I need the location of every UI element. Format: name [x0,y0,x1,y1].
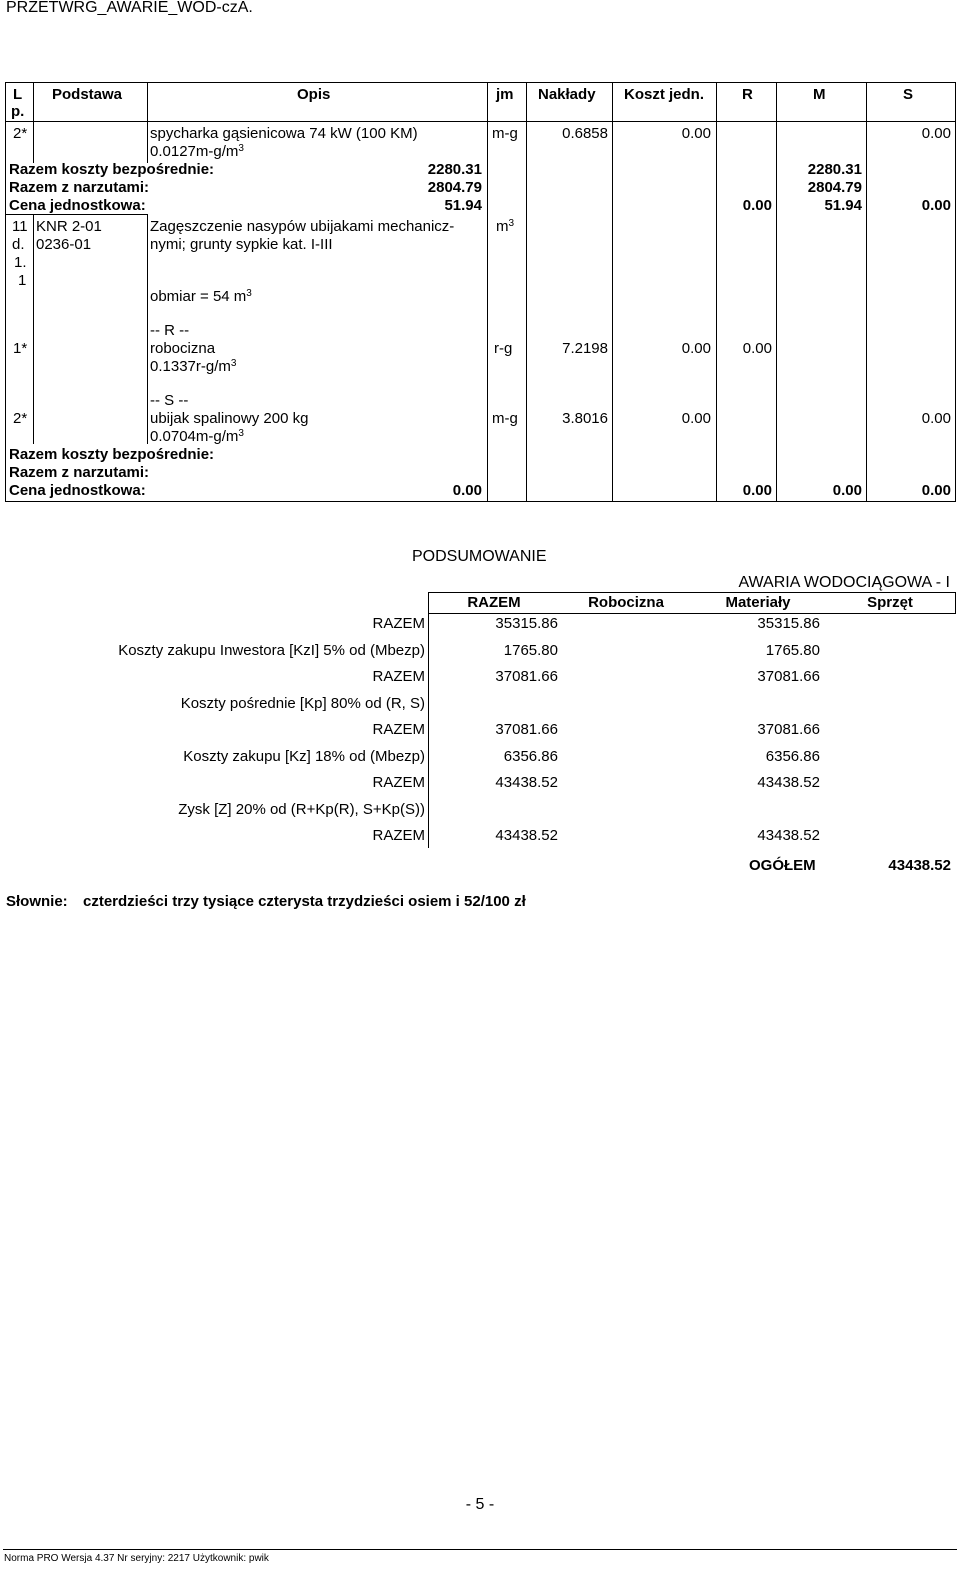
slownie-text: czterdzieści trzy tysiące czterysta trzydzieści osiem i 52/100 zł [83,893,526,910]
row-naklady: 0.6858 [562,125,608,142]
position-obmiar: obmiar = 54 $m^3$ [150,288,252,305]
razem-narz-m: 2804.79 [807,179,862,196]
ogolem-label: OGÓŁEM [749,857,816,874]
summary-header-materialy: Materiały [725,594,791,611]
summary-row-label: RAZEM [372,827,425,844]
pos-cena-r: 0.00 [742,482,772,499]
cena-label: Cena jednostkowa: [9,197,146,214]
cena-s: 0.00 [921,197,951,214]
r-name: robocizna [150,340,216,357]
header-naklady: Nakłady [538,86,596,103]
header-koszt: Koszt jedn. [624,86,705,103]
summary-row-label: RAZEM [372,668,425,685]
summary-title: PODSUMOWANIE [412,548,547,565]
header-m: M [813,86,826,103]
pos-cena-m: 0.00 [832,482,862,499]
summary-row-razem: 1765.80 [503,642,558,659]
position-jm: $m^3$ [496,218,515,235]
r-norm: $0.1337r-g/m^3$ [150,358,237,375]
razem-narz-value: 2804.79 [427,179,482,196]
s-s: 0.00 [921,410,951,427]
header-podstawa: Podstawa [52,86,123,103]
summary-row-label: Koszty pośrednie [Kp] 80% od (R, S) [180,695,425,712]
summary-row-label: Koszty zakupu [Kz] 18% od (Mbezp) [183,748,425,765]
position-podstawa-1: KNR 2-01 [36,218,102,235]
s-header: -- S -- [150,392,189,409]
summary-row-materialy: 43438.52 [757,827,820,844]
s-jm: m-g [492,410,518,427]
summary-row-materialy: 37081.66 [757,721,820,738]
summary-row-razem: 43438.52 [495,774,558,791]
cena-value: 51.94 [444,197,482,214]
summary-row-label: Zysk [Z] 20% od (R+Kp(R), S+Kp(S)) [178,801,425,818]
position-lp-3: 1. [14,254,27,271]
s-koszt: 0.00 [681,410,711,427]
r-r: 0.00 [742,340,772,357]
pos-razem-koszty-label: Razem koszty bezpośrednie: [9,446,215,463]
r-header: -- R -- [150,322,190,339]
header-opis: Opis [297,86,331,103]
summary-row-razem: 37081.66 [495,721,558,738]
summary-row-razem: 35315.86 [495,615,558,632]
position-lp-1: 11 [12,218,28,235]
summary-row-materialy: 35315.86 [757,615,820,632]
summary-row-materialy: 43438.52 [757,774,820,791]
pos-cena-value: 0.00 [452,482,482,499]
position-opis-1: Zagęszczenie nasypów ubijakami mechanicz- [150,218,455,235]
razem-koszty-label: Razem koszty bezpośrednie: [9,161,215,178]
s-lp: 2* [13,410,28,427]
cena-m: 51.94 [824,197,862,214]
header-s: S [903,86,914,103]
razem-koszty-m: 2280.31 [807,161,862,178]
header-lp-2: p. [11,103,25,120]
s-norm: $0.0704m-g/m^3$ [150,428,244,445]
position-opis-2: nymi; grunty sypkie kat. I-III [150,236,333,253]
row-lp: 2* [13,125,28,142]
summary-row-razem: 6356.86 [503,748,558,765]
r-jm: r-g [494,340,513,357]
summary-row-razem: 43438.52 [495,827,558,844]
ogolem-value: 43438.52 [888,857,951,874]
r-naklady: 7.2198 [562,340,608,357]
razem-koszty-value: 2280.31 [427,161,482,178]
summary-row-label: RAZEM [372,721,425,738]
summary-header-robocizna: Robocizna [588,594,664,611]
position-lp-2: d. [12,236,25,253]
summary-header-razem: RAZEM [467,594,521,611]
pos-cena-s: 0.00 [921,482,951,499]
footer-text: Norma PRO Wersja 4.37 Nr seryjny: 2217 Użytkownik: pwik [4,1553,269,1564]
header-lp: L [13,86,23,103]
summary-row-materialy: 37081.66 [757,668,820,685]
slownie-label: Słownie: [6,893,68,910]
summary-header-sprzet: Sprzęt [867,594,913,611]
page-number: - 5 - [465,1496,495,1513]
summary-row-materialy: 6356.86 [765,748,820,765]
razem-narz-label: Razem z narzutami: [9,179,150,196]
summary-row-label: Koszty zakupu Inwestora [KzI] 5% od (Mbezp) [118,642,425,659]
summary-row-label: RAZEM [372,615,425,632]
row-norm: $0.0127m-g/m^3$ [150,143,244,160]
position-lp-4: 1 [18,272,27,289]
s-name: ubijak spalinowy 200 kg [150,410,309,427]
s-naklady: 3.8016 [562,410,608,427]
header-jm: jm [496,86,514,103]
pos-razem-narz-label: Razem z narzutami: [9,464,150,481]
row-opis: spycharka gąsienicowa 74 kW (100 KM) [150,125,418,142]
summary-row-razem: 37081.66 [495,668,558,685]
header-r: R [742,86,753,103]
row-jm: m-g [492,125,518,142]
summary-row-materialy: 1765.80 [765,642,820,659]
r-koszt: 0.00 [681,340,711,357]
row-koszt: 0.00 [681,125,711,142]
summary-row-label: RAZEM [372,774,425,791]
r-lp: 1* [13,340,28,357]
summary-project: AWARIA WODOCIĄGOWA - I [738,574,950,591]
position-podstawa-2: 0236-01 [36,236,92,253]
pos-cena-label: Cena jednostkowa: [9,482,146,499]
document-title: PRZETWRG_AWARIE_WOD-czA. [6,0,253,16]
row-s: 0.00 [921,125,951,142]
cena-r: 0.00 [742,197,772,214]
